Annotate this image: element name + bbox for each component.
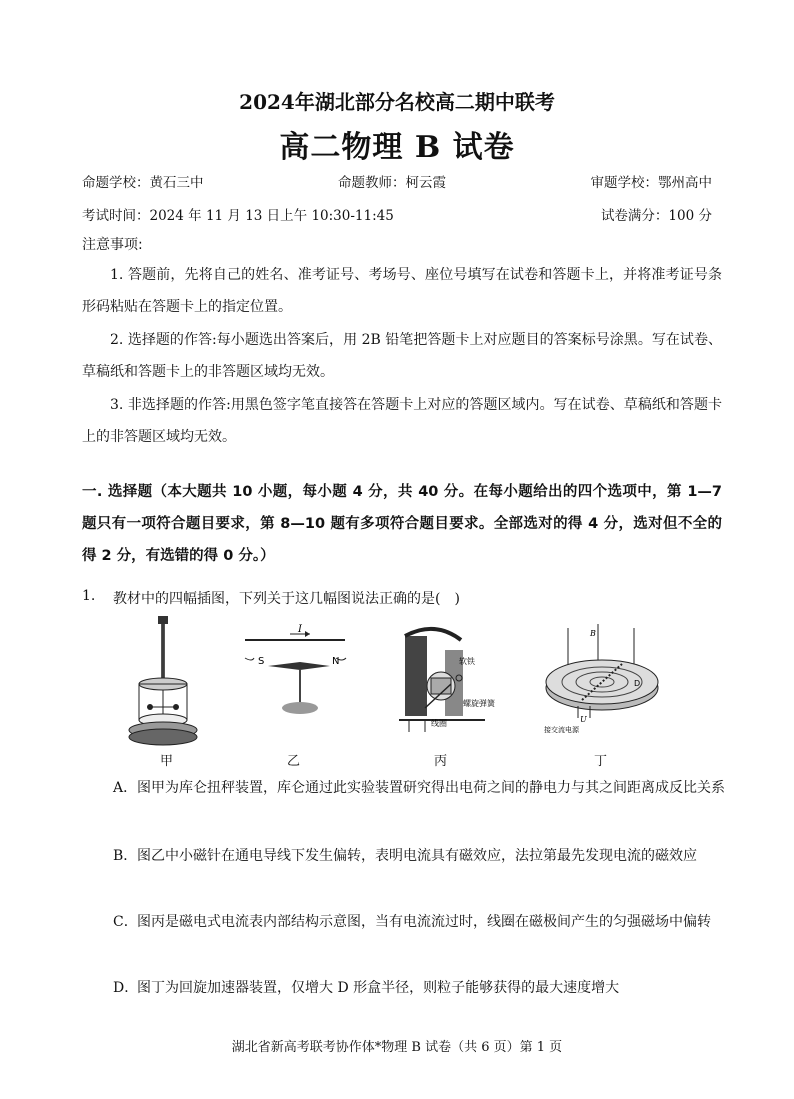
south-pole-label: S: [258, 656, 265, 667]
notice-item-3: 3. 非选择题的作答:用黑色签字笔直接答在答题卡上对应的答题区域内。写在试卷、草稿纸和答题卡上的非答题区域均无效。: [82, 397, 722, 445]
figure-compass-wire: [240, 626, 350, 721]
figure-torsion-balance: [128, 612, 208, 752]
soft-iron-label: 软铁: [459, 657, 475, 666]
option-c-text: 图丙是磁电式电流表内部结构示意图，当有电流流过时，线圈在磁极间产生的匀强磁场中偏转: [137, 914, 711, 930]
caption-bing: 丙: [434, 754, 448, 769]
coil-label: 线圈: [431, 719, 447, 728]
option-d-text: 图丁为回旋加速器装置，仅增大 D 形盒半径，则粒子能够获得的最大速度增大: [137, 980, 620, 996]
ac-source-label: 接交流电源: [544, 726, 579, 734]
option-b-letter: B．: [113, 848, 138, 864]
caption-yi: 乙: [287, 754, 301, 769]
question-number: 1.: [82, 588, 96, 604]
voltage-label: U: [580, 715, 587, 724]
option-b-text: 图乙中小磁针在通电导线下发生偏转，表明电流具有磁效应，法拉第最先发现电流的磁效应: [137, 848, 697, 864]
b-field-label: B: [590, 629, 596, 638]
current-label: I: [298, 624, 302, 635]
option-d-letter: D．: [113, 980, 139, 996]
spring-label: 螺旋弹簧: [463, 699, 495, 708]
exam-title: 2024年湖北部分名校高二期中联考: [239, 90, 555, 114]
paper-title: 高二物理 B 试卷: [279, 130, 515, 165]
notice-item-1: 1. 答题前，先将自己的姓名、准考证号、考场号、座位号填写在试卷和答题卡上，并将准考证号条形码粘贴在答题卡上的指定位置。: [82, 267, 722, 315]
setter-school: 命题学校：黄石三中: [82, 175, 204, 191]
setter-teacher: 命题教师：柯云霞: [338, 175, 446, 191]
option-c-letter: C．: [113, 914, 138, 930]
caption-jia: 甲: [160, 754, 174, 769]
full-score: 试卷满分：100 分: [600, 208, 712, 224]
figure-cyclotron: [538, 622, 678, 737]
option-a: [113, 772, 725, 804]
option-a-letter: A．: [113, 780, 138, 796]
caption-ding: 丁: [594, 754, 608, 769]
option-a-text: 图甲为库仑扭秤装置，库仑通过此实验装置研究得出电荷之间的静电力与其之间距离成反比关系: [137, 780, 725, 796]
question-stem: 教材中的四幅插图，下列关于这几幅图说法正确的是( ): [113, 591, 460, 607]
notice-item-2: 2. 选择题的作答:每小题选出答案后，用 2B 铅笔把答题卡上对应题目的答案标号涂黑。写在试卷、草稿纸和答题卡上的非答题区域均无效。: [82, 332, 722, 380]
exam-time: 考试时间：2024 年 11 月 13 日上午 10:30-11:45: [82, 208, 394, 224]
option-b: [113, 840, 725, 872]
option-d: [113, 972, 725, 1004]
reviewer-school: 审题学校：鄂州高中: [590, 175, 712, 191]
notice-heading: 注意事项:: [82, 237, 143, 253]
option-c: [113, 906, 725, 938]
page-footer: 湖北省新高考联考协作体*物理 B 试卷（共 6 页）第 1 页: [231, 1040, 563, 1055]
figure-galvanometer: [395, 620, 505, 740]
d-box-label: D: [634, 679, 641, 688]
north-pole-label: N: [332, 656, 340, 667]
section-1-instructions: 一. 选择题（本大题共 10 小题，每小题 4 分，共 40 分。在每小题给出的四个选项中，第 1—7 题只有一项符合题目要求，第 8—10 题有多项符合题目要求。全部选对的得 4 分，选对但不全的得 2 分，有选错的得 0 分。）: [82, 484, 722, 564]
